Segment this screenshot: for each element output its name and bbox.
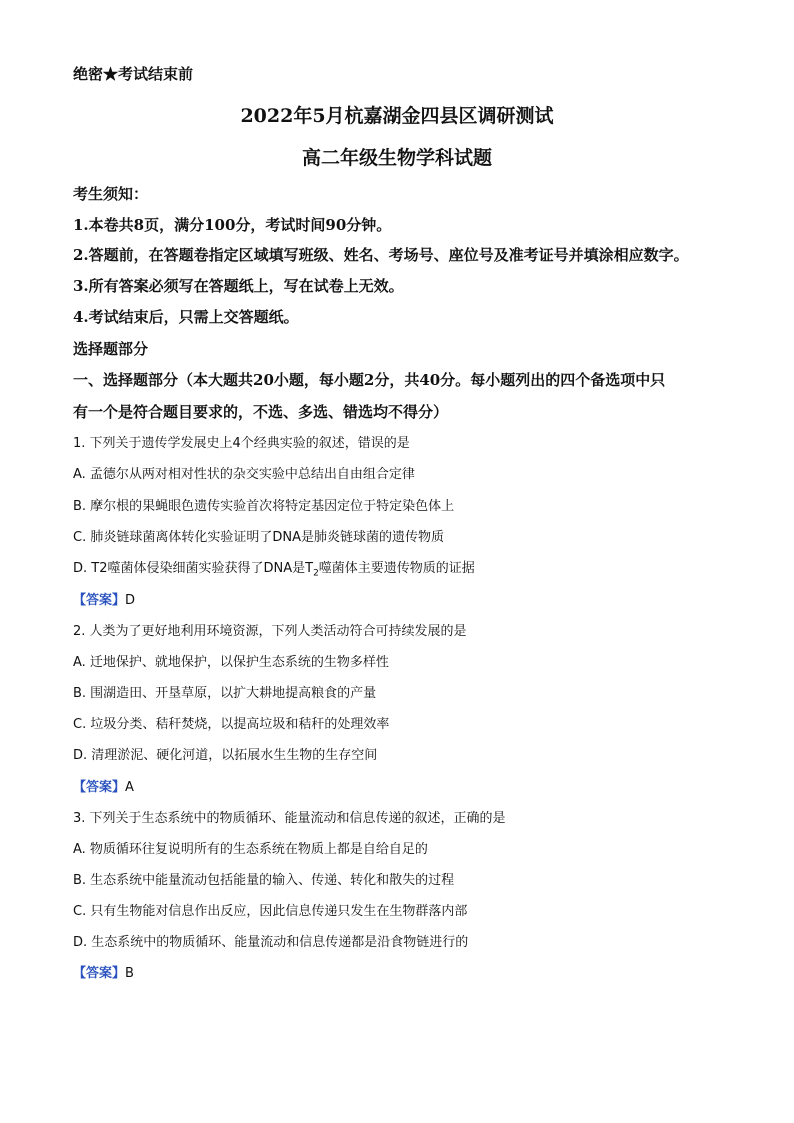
section-heading-line-1: 一、选择题部分（本大题共20小题，每小题2分，共40分。每小题列出的四个备选项中只 (73, 371, 666, 389)
question-3-answer (73, 962, 134, 981)
question-1-option-a: A. 孟德尔从两对相对性状的杂交实验中总结出自由组合定律 (73, 467, 415, 482)
question-2-option-a: A. 迁地保护、就地保护，以保护生态系统的生物多样性 (73, 655, 389, 670)
answer-label: 【答案】 (73, 966, 126, 981)
question-1-option-d (73, 557, 475, 579)
exam-subtitle: 高二年级生物学科试题 (301, 147, 492, 169)
answer-value: D (125, 593, 136, 608)
notice-item-4: 4.考试结束后，只需上交答题纸。 (73, 308, 299, 326)
exam-title: 2022年5月杭嘉湖金四县区调研测试 (240, 105, 554, 127)
section-heading-line-2: 有一个是符合题目要求的，不选、多选、错选均不得分） (73, 403, 449, 421)
question-1-answer (73, 589, 135, 608)
section-part-title: 选择题部分 (73, 340, 149, 358)
question-2-option-d: D. 清理淤泥、硬化河道，以拓展水生生物的生存空间 (73, 748, 378, 763)
question-1-option-b: B. 摩尔根的果蝇眼色遗传实验首次将特定基因定位于特定染色体上 (73, 499, 455, 514)
question-2-option-c: C. 垃圾分类、秸秆焚烧，以提高垃圾和秸秆的处理效率 (73, 717, 390, 732)
notice-item-1: 1.本卷共8页，满分100分，考试时间90分钟。 (73, 216, 392, 234)
notice-item-2: 2.答题前，在答题卷指定区域填写班级、姓名、考场号、座位号及准考证号并填涂相应数字。 (73, 246, 689, 264)
question-3-option-d: D. 生态系统中的物质循环、能量流动和信息传递都是沿食物链进行的 (73, 935, 469, 950)
question-3-option-b: B. 生态系统中能量流动包括能量的输入、传递、转化和散失的过程 (73, 873, 455, 888)
answer-label: 【答案】 (73, 593, 126, 608)
answer-label: 【答案】 (73, 780, 126, 795)
question-2-option-b: B. 围湖造田、开垦草原，以扩大耕地提高粮食的产量 (73, 686, 377, 701)
question-2-answer (73, 776, 134, 795)
question-1-option-d-subscript: 2 (313, 568, 319, 579)
answer-value: B (125, 966, 134, 981)
confidential-label: 绝密★考试结束前 (73, 65, 194, 83)
question-1-stem: 1. 下列关于遗传学发展史上4个经典实验的叙述，错误的是 (73, 436, 410, 451)
question-1-option-c: C. 肺炎链球菌离体转化实验证明了DNA是肺炎链球菌的遗传物质 (73, 530, 444, 545)
question-3-stem: 3. 下列关于生态系统中的物质循环、能量流动和信息传递的叙述，正确的是 (73, 811, 506, 826)
question-2-stem: 2. 人类为了更好地利用环境资源，下列人类活动符合可持续发展的是 (73, 624, 467, 639)
question-1-option-d-post: 噬菌体主要遗传物质的证据 (318, 561, 475, 576)
question-3-option-a: A. 物质循环往复说明所有的生态系统在物质上都是自给自足的 (73, 842, 428, 857)
question-1-option-d-pre: D. T2噬菌体侵染细菌实验获得了DNA是T (73, 561, 314, 576)
answer-value: A (125, 780, 134, 795)
notice-item-3: 3.所有答案必须写在答题纸上，写在试卷上无效。 (73, 277, 404, 295)
question-3-option-c: C. 只有生物能对信息作出反应，因此信息传递只发生在生物群落内部 (73, 904, 468, 919)
notice-heading: 考生须知： (73, 185, 149, 203)
